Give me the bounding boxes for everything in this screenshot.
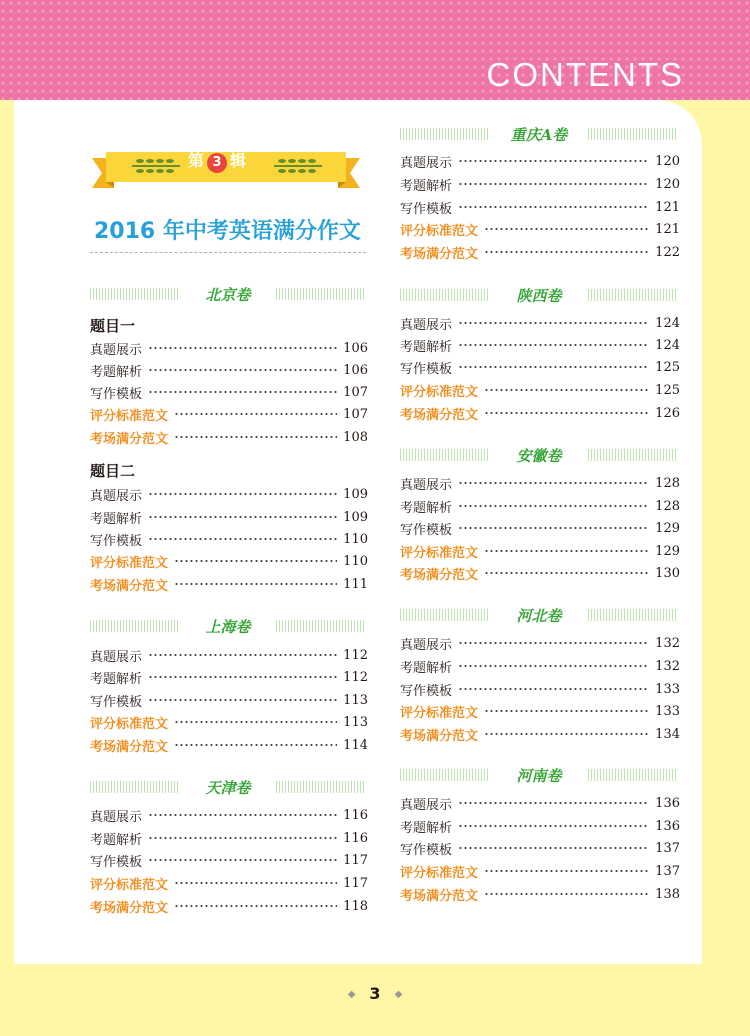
toc-row[interactable]: 考场满分范文 108	[90, 429, 368, 447]
section-heading-shaanxi: 陕西卷	[400, 287, 678, 305]
toc-row[interactable]: 写作模板 117	[90, 852, 368, 870]
toc-row[interactable]: 真题展示 124	[400, 315, 680, 333]
toc-row[interactable]: 评分标准范文 137	[400, 863, 680, 881]
toc-row[interactable]: 评分标准范文 121	[400, 221, 680, 239]
contents-heading: CONTENTS	[486, 56, 684, 93]
toc-row[interactable]: 真题展示 128	[400, 475, 680, 493]
volume-number: 3	[207, 153, 227, 173]
toc-row[interactable]: 考题解析 128	[400, 498, 680, 516]
toc-row[interactable]: 真题展示 120	[400, 153, 680, 171]
section-heading-chongqing: 重庆A卷	[400, 126, 678, 144]
diamond-icon: ◆	[347, 989, 356, 1000]
diamond-icon: ◆	[394, 989, 403, 1000]
toc-row[interactable]: 考题解析 109	[90, 509, 368, 527]
toc-row[interactable]: 评分标准范文 133	[400, 703, 680, 721]
toc-row[interactable]: 写作模板 129	[400, 520, 680, 538]
toc-row[interactable]: 考题解析 136	[400, 818, 680, 836]
toc-row[interactable]: 写作模板 133	[400, 681, 680, 699]
toc-row[interactable]: 写作模板 137	[400, 840, 680, 858]
toc-row[interactable]: 考场满分范文 134	[400, 726, 680, 744]
toc-row[interactable]: 考场满分范文 126	[400, 405, 680, 423]
toc-row[interactable]: 写作模板 110	[90, 531, 368, 549]
toc-row[interactable]: 真题展示 132	[400, 635, 680, 653]
toc-row[interactable]: 评分标准范文 129	[400, 543, 680, 561]
toc-row[interactable]: 写作模板 113	[90, 692, 368, 710]
volume-label: 第 3 辑	[188, 148, 246, 173]
toc-row[interactable]: 真题展示 116	[90, 807, 368, 825]
toc-row[interactable]: 考题解析 132	[400, 658, 680, 676]
toc-row[interactable]: 考场满分范文 122	[400, 244, 680, 262]
toc-row[interactable]: 评分标准范文 117	[90, 875, 368, 893]
toc-row[interactable]: 考场满分范文 130	[400, 565, 680, 583]
toc-row[interactable]: 考题解析 106	[90, 362, 368, 380]
page-footer	[0, 984, 750, 1003]
toc-row[interactable]: 写作模板 121	[400, 199, 680, 217]
subsection-title: 题目二	[90, 462, 136, 480]
toc-row[interactable]: 考场满分范文 111	[90, 576, 368, 594]
section-heading-shanghai: 上海卷	[90, 618, 366, 636]
toc-row[interactable]: 真题展示 106	[90, 340, 368, 358]
toc-row[interactable]: 写作模板 107	[90, 384, 368, 402]
toc-row[interactable]: 考题解析 116	[90, 830, 368, 848]
title-divider	[90, 252, 366, 253]
toc-row[interactable]: 评分标准范文 125	[400, 382, 680, 400]
section-heading-tianjin: 天津卷	[90, 779, 366, 797]
toc-row[interactable]: 考题解析 120	[400, 176, 680, 194]
section-heading-beijing: 北京卷	[90, 286, 366, 304]
toc-row[interactable]: 考题解析 124	[400, 337, 680, 355]
toc-row[interactable]: 考场满分范文 114	[90, 737, 368, 755]
section-heading-hebei: 河北卷	[400, 607, 678, 625]
toc-row[interactable]: 评分标准范文 110	[90, 553, 368, 571]
section-heading-anhui: 安徽卷	[400, 447, 678, 465]
toc-row[interactable]: 写作模板 125	[400, 359, 680, 377]
toc-row[interactable]: 真题展示 109	[90, 486, 368, 504]
toc-row[interactable]: 评分标准范文 107	[90, 406, 368, 424]
subsection-title: 题目一	[90, 317, 136, 335]
toc-row[interactable]: 真题展示 112	[90, 647, 368, 665]
toc-row[interactable]: 考场满分范文 118	[90, 898, 368, 916]
page-number: 3	[369, 984, 381, 1003]
toc-row[interactable]: 考场满分范文 138	[400, 886, 680, 904]
main-title: 2016 年中考英语满分作文	[94, 219, 361, 244]
toc-row[interactable]: 真题展示 136	[400, 795, 680, 813]
section-heading-henan: 河南卷	[400, 767, 678, 785]
toc-row[interactable]: 考题解析 112	[90, 669, 368, 687]
toc-row[interactable]: 评分标准范文 113	[90, 714, 368, 732]
